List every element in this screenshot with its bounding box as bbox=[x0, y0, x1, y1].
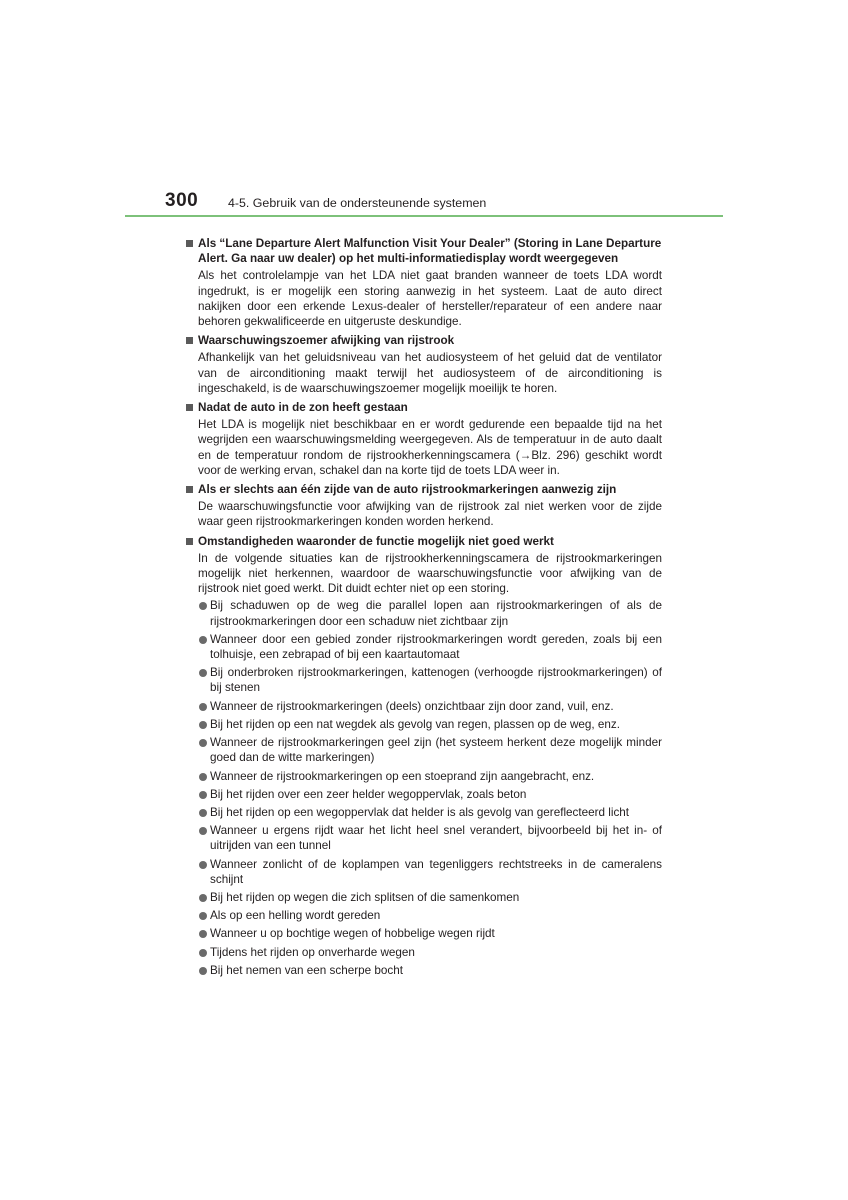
round-bullet-icon bbox=[199, 827, 207, 835]
section-heading: Omstandigheden waaronder de functie mogelijk niet goed werkt bbox=[186, 534, 662, 549]
section-heading: Als “Lane Departure Alert Malfunction Visit Your Dealer” (Storing in Lane Departure Alert. Ga naar uw dealer) op het multi-informatiedisplay wordt weergegeven bbox=[186, 236, 662, 266]
round-bullet-icon bbox=[199, 861, 207, 869]
round-bullet-icon bbox=[199, 721, 207, 729]
list-item: Bij het rijden over een zeer helder wegoppervlak, zoals beton bbox=[198, 787, 662, 802]
square-bullet-icon bbox=[186, 337, 193, 344]
square-bullet-icon bbox=[186, 538, 193, 545]
header-divider bbox=[125, 215, 723, 217]
list-item: Bij het rijden op een wegoppervlak dat helder is als gevolg van gereflecteerd licht bbox=[198, 805, 662, 820]
list-item: Bij het nemen van een scherpe bocht bbox=[198, 963, 662, 978]
list-item: Bij het rijden op wegen die zich splitsen of die samenkomen bbox=[198, 890, 662, 905]
round-bullet-icon bbox=[199, 703, 207, 711]
round-bullet-icon bbox=[199, 894, 207, 902]
list-item: Bij onderbroken rijstrookmarkeringen, kattenogen (verhoogde rijstrookmarkeringen) of bij stenen bbox=[198, 665, 662, 695]
list-item: Wanneer u op bochtige wegen of hobbelige wegen rijdt bbox=[198, 926, 662, 941]
section-heading: Als er slechts aan één zijde van de auto rijstrookmarkeringen aanwezig zijn bbox=[186, 482, 662, 497]
square-bullet-icon bbox=[186, 404, 193, 411]
list-item: Wanneer zonlicht of de koplampen van tegenliggers rechtstreeks in de cameralens schijnt bbox=[198, 857, 662, 887]
conditions-list bbox=[186, 598, 662, 977]
section-title: 4-5. Gebruik van de ondersteunende systemen bbox=[228, 196, 487, 210]
round-bullet-icon bbox=[199, 791, 207, 799]
section-text: Het LDA is mogelijk niet beschikbaar en er wordt gedurende een bepaalde tijd na het wegrijden een waarschuwingsmelding weergegeven. Als de temperatuur in de auto daalt en de temperatuur rondom de rijstrookherkenningscamera (→Blz. 296) geschikt wordt voor de werking ervan, schakel dan na korte tijd de toets LDA weer in. bbox=[198, 418, 662, 477]
list-item: Wanneer door een gebied zonder rijstrookmarkeringen wordt gereden, zoals bij een tolhuisje, een zebrapad of bij een kaartautomaat bbox=[198, 632, 662, 662]
square-bullet-icon bbox=[186, 240, 193, 247]
list-item: Wanneer de rijstrookmarkeringen (deels) onzichtbaar zijn door zand, vuil, enz. bbox=[198, 699, 662, 714]
round-bullet-icon bbox=[199, 602, 207, 610]
section-text: In de volgende situaties kan de rijstrookherkenningscamera de rijstrookmarkeringen mogelijk niet herkennen, waardoor de waarschuwingsfunctie voor afwijking van de rijstrook niet goed werkt. Dit duidt echter niet op een storing. bbox=[198, 551, 662, 596]
list-item: Wanneer u ergens rijdt waar het licht heel snel verandert, bijvoorbeeld bij het in- of uitrijden van een tunnel bbox=[198, 823, 662, 853]
round-bullet-icon bbox=[199, 809, 207, 817]
list-item: Tijdens het rijden op onverharde wegen bbox=[198, 945, 662, 960]
round-bullet-icon bbox=[199, 949, 207, 957]
main-content bbox=[186, 236, 662, 981]
square-bullet-icon bbox=[186, 486, 193, 493]
round-bullet-icon bbox=[199, 912, 207, 920]
round-bullet-icon bbox=[199, 636, 207, 644]
list-item: Wanneer de rijstrookmarkeringen geel zijn (het systeem herkent deze mogelijk minder goed dan de witte markeringen) bbox=[198, 735, 662, 765]
round-bullet-icon bbox=[199, 669, 207, 677]
round-bullet-icon bbox=[199, 967, 207, 975]
round-bullet-icon bbox=[199, 773, 207, 781]
section-text: Als het controlelampje van het LDA niet gaat branden wanneer de toets LDA wordt ingedrukt, is er mogelijk een storing aanwezig in het systeem. Laat de auto direct nakijken door een erkende Lexus-dealer of hersteller/reparateur of een andere naar behoren gekwalificeerde en uitgeruste deskundige. bbox=[198, 269, 662, 329]
section-heading: Nadat de auto in de zon heeft gestaan bbox=[186, 400, 662, 415]
page-header bbox=[165, 190, 725, 218]
section-text: De waarschuwingsfunctie voor afwijking van de rijstrook zal niet werken voor de zijde waar geen rijstrookmarkeringen konden worden herkend. bbox=[198, 500, 662, 529]
list-item: Wanneer de rijstrookmarkeringen op een stoeprand zijn aangebracht, enz. bbox=[198, 769, 662, 784]
page-number: 300 bbox=[165, 190, 199, 211]
round-bullet-icon bbox=[199, 739, 207, 747]
section-text: Afhankelijk van het geluidsniveau van het audiosysteem of het geluid dat de ventilator van de airconditioning maakt terwijl het audiosysteem of de airconditioning is ingeschakeld, is de waarschuwingszoemer mogelijk moeilijk te horen. bbox=[198, 351, 662, 395]
list-item: Als op een helling wordt gereden bbox=[198, 908, 662, 923]
list-item: Bij schaduwen op de weg die parallel lopen aan rijstrookmarkeringen of als de rijstrookmarkeringen door een schaduw niet zichtbaar zijn bbox=[198, 598, 662, 628]
list-item: Bij het rijden op een nat wegdek als gevolg van regen, plassen op de weg, enz. bbox=[198, 717, 662, 732]
round-bullet-icon bbox=[199, 930, 207, 938]
section-heading: Waarschuwingszoemer afwijking van rijstrook bbox=[186, 333, 662, 348]
